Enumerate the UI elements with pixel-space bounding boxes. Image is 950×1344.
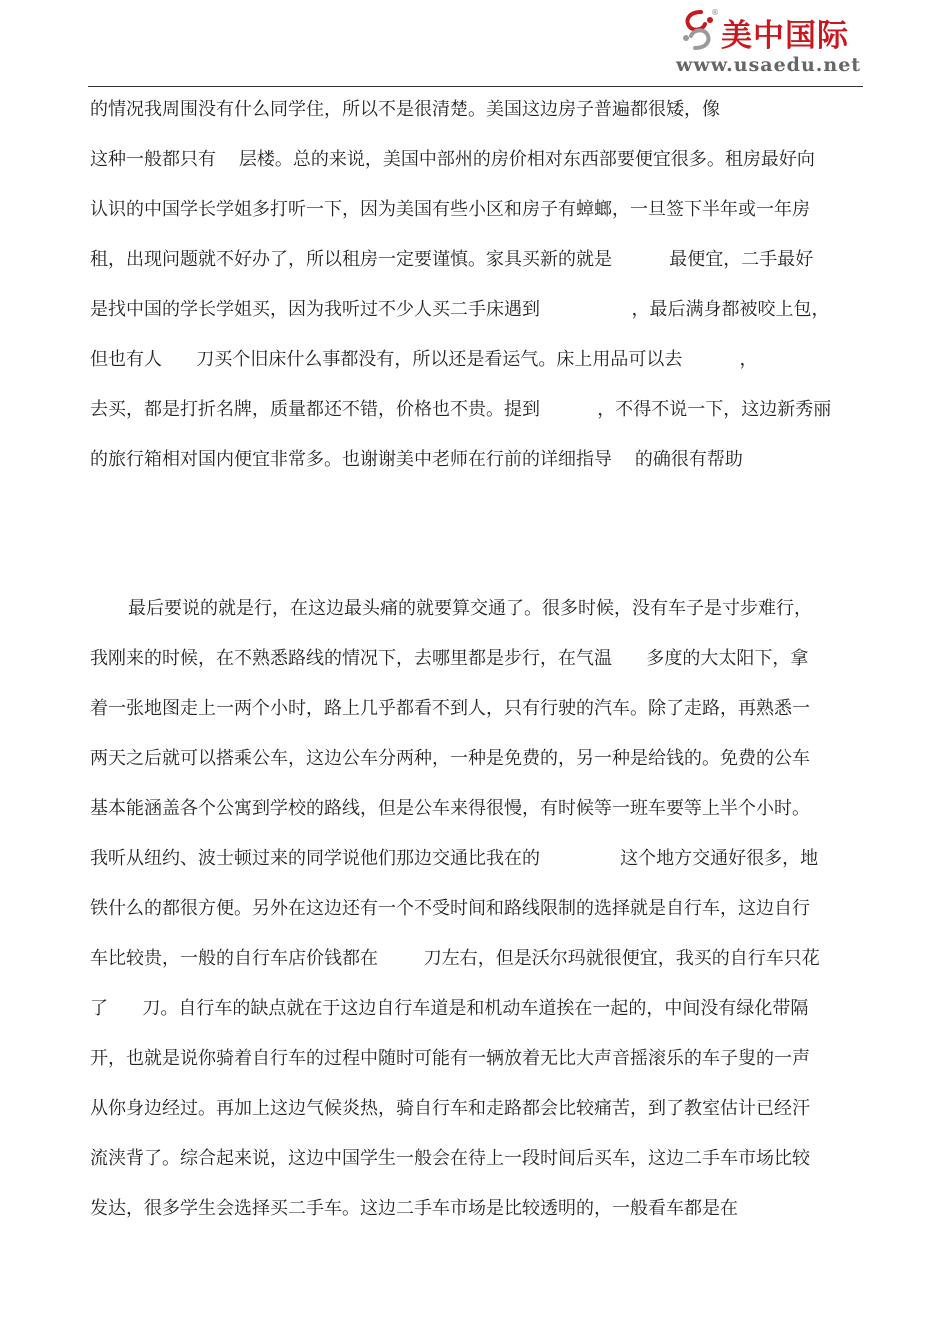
text-line: 着一张地图走上一两个小时，路上几乎都看不到人，只有行驶的汽车。除了走路，再熟悉一: [90, 698, 810, 719]
header-divider: [88, 86, 863, 87]
text-line: 铁什么的都很方便。另外在这边还有一个不受时间和路线限制的选择就是自行车，这边自行: [90, 898, 810, 919]
text-line: 是找中国的学长学姐买，因为我听过不少人买二手床遇到 ，最后满身都被咬上包，: [90, 299, 830, 320]
text-line: 最后要说的就是行，在这边最头痛的就要算交通了。很多时候，没有车子是寸步难行，: [128, 598, 812, 619]
text-line: 流浃背了。综合起来说，这边中国学生一般会在待上一段时间后买车，这边二手车市场比较: [90, 1148, 810, 1169]
text-line: 去买，都是打折名牌，质量都还不错，价格也不贵。提到 ，不得不说一下，这边新秀丽: [90, 399, 832, 420]
text-line: 从你身边经过。再加上这边气候炎热，骑自行车和走路都会比较痛苦，到了教室估计已经汗: [90, 1098, 810, 1119]
text-line: 认识的中国学长学姐多打听一下，因为美国有些小区和房子有蟑螂，一旦签下半年或一年房: [90, 199, 810, 220]
text-line: 我听从纽约、波士顿过来的同学说他们那边交通比我在的 这个地方交通好很多，地: [90, 848, 819, 869]
text-line: 的情况我周围没有什么同学住，所以不是很清楚。美国这边房子普遍都很矮，像: [90, 99, 720, 120]
text-line: 我刚来的时候，在不熟悉路线的情况下，去哪里都是步行，在气温 多度的大太阳下，拿: [90, 648, 809, 669]
text-line: 了 刀。自行车的缺点就在于这边自行车道是和机动车道挨在一起的，中间没有绿化带隔: [90, 998, 809, 1019]
text-line: 两天之后就可以搭乘公车，这边公车分两种，一种是免费的，另一种是给钱的。免费的公车: [90, 748, 810, 769]
page-header: [0, 0, 950, 92]
text-line: 但也有人 刀买个旧床什么事都没有，所以还是看运气。床上用品可以去 ，: [90, 349, 758, 370]
text-line: 租，出现问题就不好办了，所以租房一定要谨慎。家具买新的就是 最便宜，二手最好: [90, 249, 814, 270]
brand-url: www.usaedu.net: [676, 54, 862, 76]
text-line: 发达，很多学生会选择买二手车。这边二手车市场是比较透明的，一般看车都是在: [90, 1198, 738, 1219]
registered-mark: ®: [711, 8, 719, 17]
text-line: 基本能涵盖各个公寓到学校的路线，但是公车来得很慢，有时候等一班车要等上半个小时。: [90, 798, 810, 819]
text-line: 车比较贵，一般的自行车店价钱都在 刀左右，但是沃尔玛就很便宜，我买的自行车只花: [90, 948, 820, 969]
text-line: 这种一般都只有 层楼。总的来说，美国中部州的房价相对东西部要便宜很多。租房最好向: [90, 149, 815, 170]
brand-name: 美中国际: [721, 18, 849, 54]
text-line: 的旅行箱相对国内便宜非常多。也谢谢美中老师在行前的详细指导 的确很有帮助: [90, 449, 743, 470]
text-line: 开，也就是说你骑着自行车的过程中随时可能有一辆放着无比大声音摇滚乐的车子叟的一声: [90, 1048, 810, 1069]
brand-logo: [677, 4, 862, 80]
